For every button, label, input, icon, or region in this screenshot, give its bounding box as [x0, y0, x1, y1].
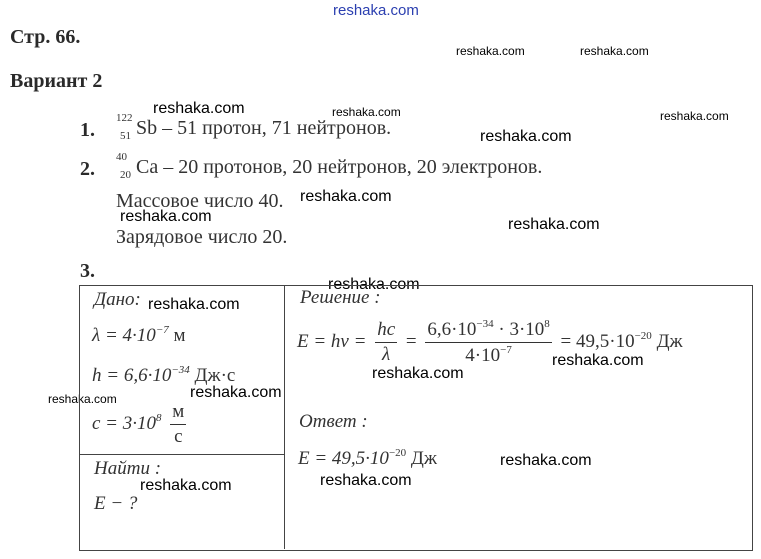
mass-number-text: Массовое число 40.	[116, 190, 284, 212]
watermark: reshaka.com	[552, 352, 644, 369]
watermark: reshaka.com	[456, 44, 525, 58]
item-number: 3.	[80, 260, 95, 282]
answer-title: Ответ :	[299, 411, 368, 432]
watermark: reshaka.com	[48, 392, 117, 406]
watermark: reshaka.com	[508, 216, 600, 233]
table-divider	[79, 454, 284, 455]
find-title: Найти :	[94, 458, 162, 479]
numeric-fraction: $\frac{6,6\cdot 10^{-34} \cdot 3\cdot 10^8}{4\cdot 10^{-7}}$	[427, 318, 550, 366]
watermark: reshaka.com	[372, 365, 464, 382]
watermark: reshaka.com	[153, 100, 245, 117]
formula-fraction: $\frac{hc}{\lambda}$	[377, 319, 396, 365]
item-ca: 40 20 Ca – 20 протонов, 20 нейтронов, 20 электронов.	[116, 151, 543, 181]
solution-title: Решение :	[300, 287, 381, 308]
item-number: 2.	[80, 158, 95, 180]
watermark: reshaka.com	[333, 2, 419, 19]
charge-number-text: Зарядовое число 20.	[116, 226, 288, 248]
watermark: reshaka.com	[580, 44, 649, 58]
watermark: reshaka.com	[332, 105, 401, 119]
find-value: E − ?	[94, 493, 138, 514]
item-number: 1.	[80, 119, 95, 141]
watermark: reshaka.com	[660, 109, 729, 123]
table-divider	[284, 285, 285, 549]
given-title: Дано:	[94, 289, 141, 310]
watermark: reshaka.com	[140, 477, 232, 494]
given-lambda: $\lambda = 4\cdot 10^{-7}$ м	[92, 324, 186, 346]
page-label: Стр. 66.	[10, 26, 81, 48]
watermark: reshaka.com	[500, 452, 592, 469]
watermark: reshaka.com	[320, 472, 412, 489]
variant-title: Вариант 2	[10, 70, 103, 92]
watermark: reshaka.com	[190, 384, 282, 401]
item-sb: 122 51 Sb – 51 протон, 71 нейтронов.	[116, 112, 392, 142]
watermark: reshaka.com	[328, 276, 420, 293]
isotope-ca: 40 20	[116, 151, 131, 181]
watermark: reshaka.com	[300, 188, 392, 205]
solution-formula: E = hν = $\frac{hc}{\lambda}$ = $\frac{6,6\cdot 10^{-34} \cdot 3\cdot 10^8}{4\cdot 10^{-7}}$ = $49,5\cdot 10^{-20}$ Дж	[297, 318, 683, 366]
speed-unit: $\frac{м}{с}$	[172, 401, 185, 447]
watermark: reshaka.com	[480, 128, 572, 145]
answer-value: $E = 49,5\cdot 10^{-20}$ Дж	[298, 447, 437, 469]
isotope-sb: 122 51	[116, 112, 133, 142]
given-h: $h = 6,6\cdot 10^{-34}$ Дж·с	[92, 364, 236, 386]
given-c: $c = 3\cdot 10^8$ $\frac{м}{с}$	[92, 401, 185, 447]
watermark: reshaka.com	[120, 208, 212, 225]
watermark: reshaka.com	[148, 296, 240, 313]
